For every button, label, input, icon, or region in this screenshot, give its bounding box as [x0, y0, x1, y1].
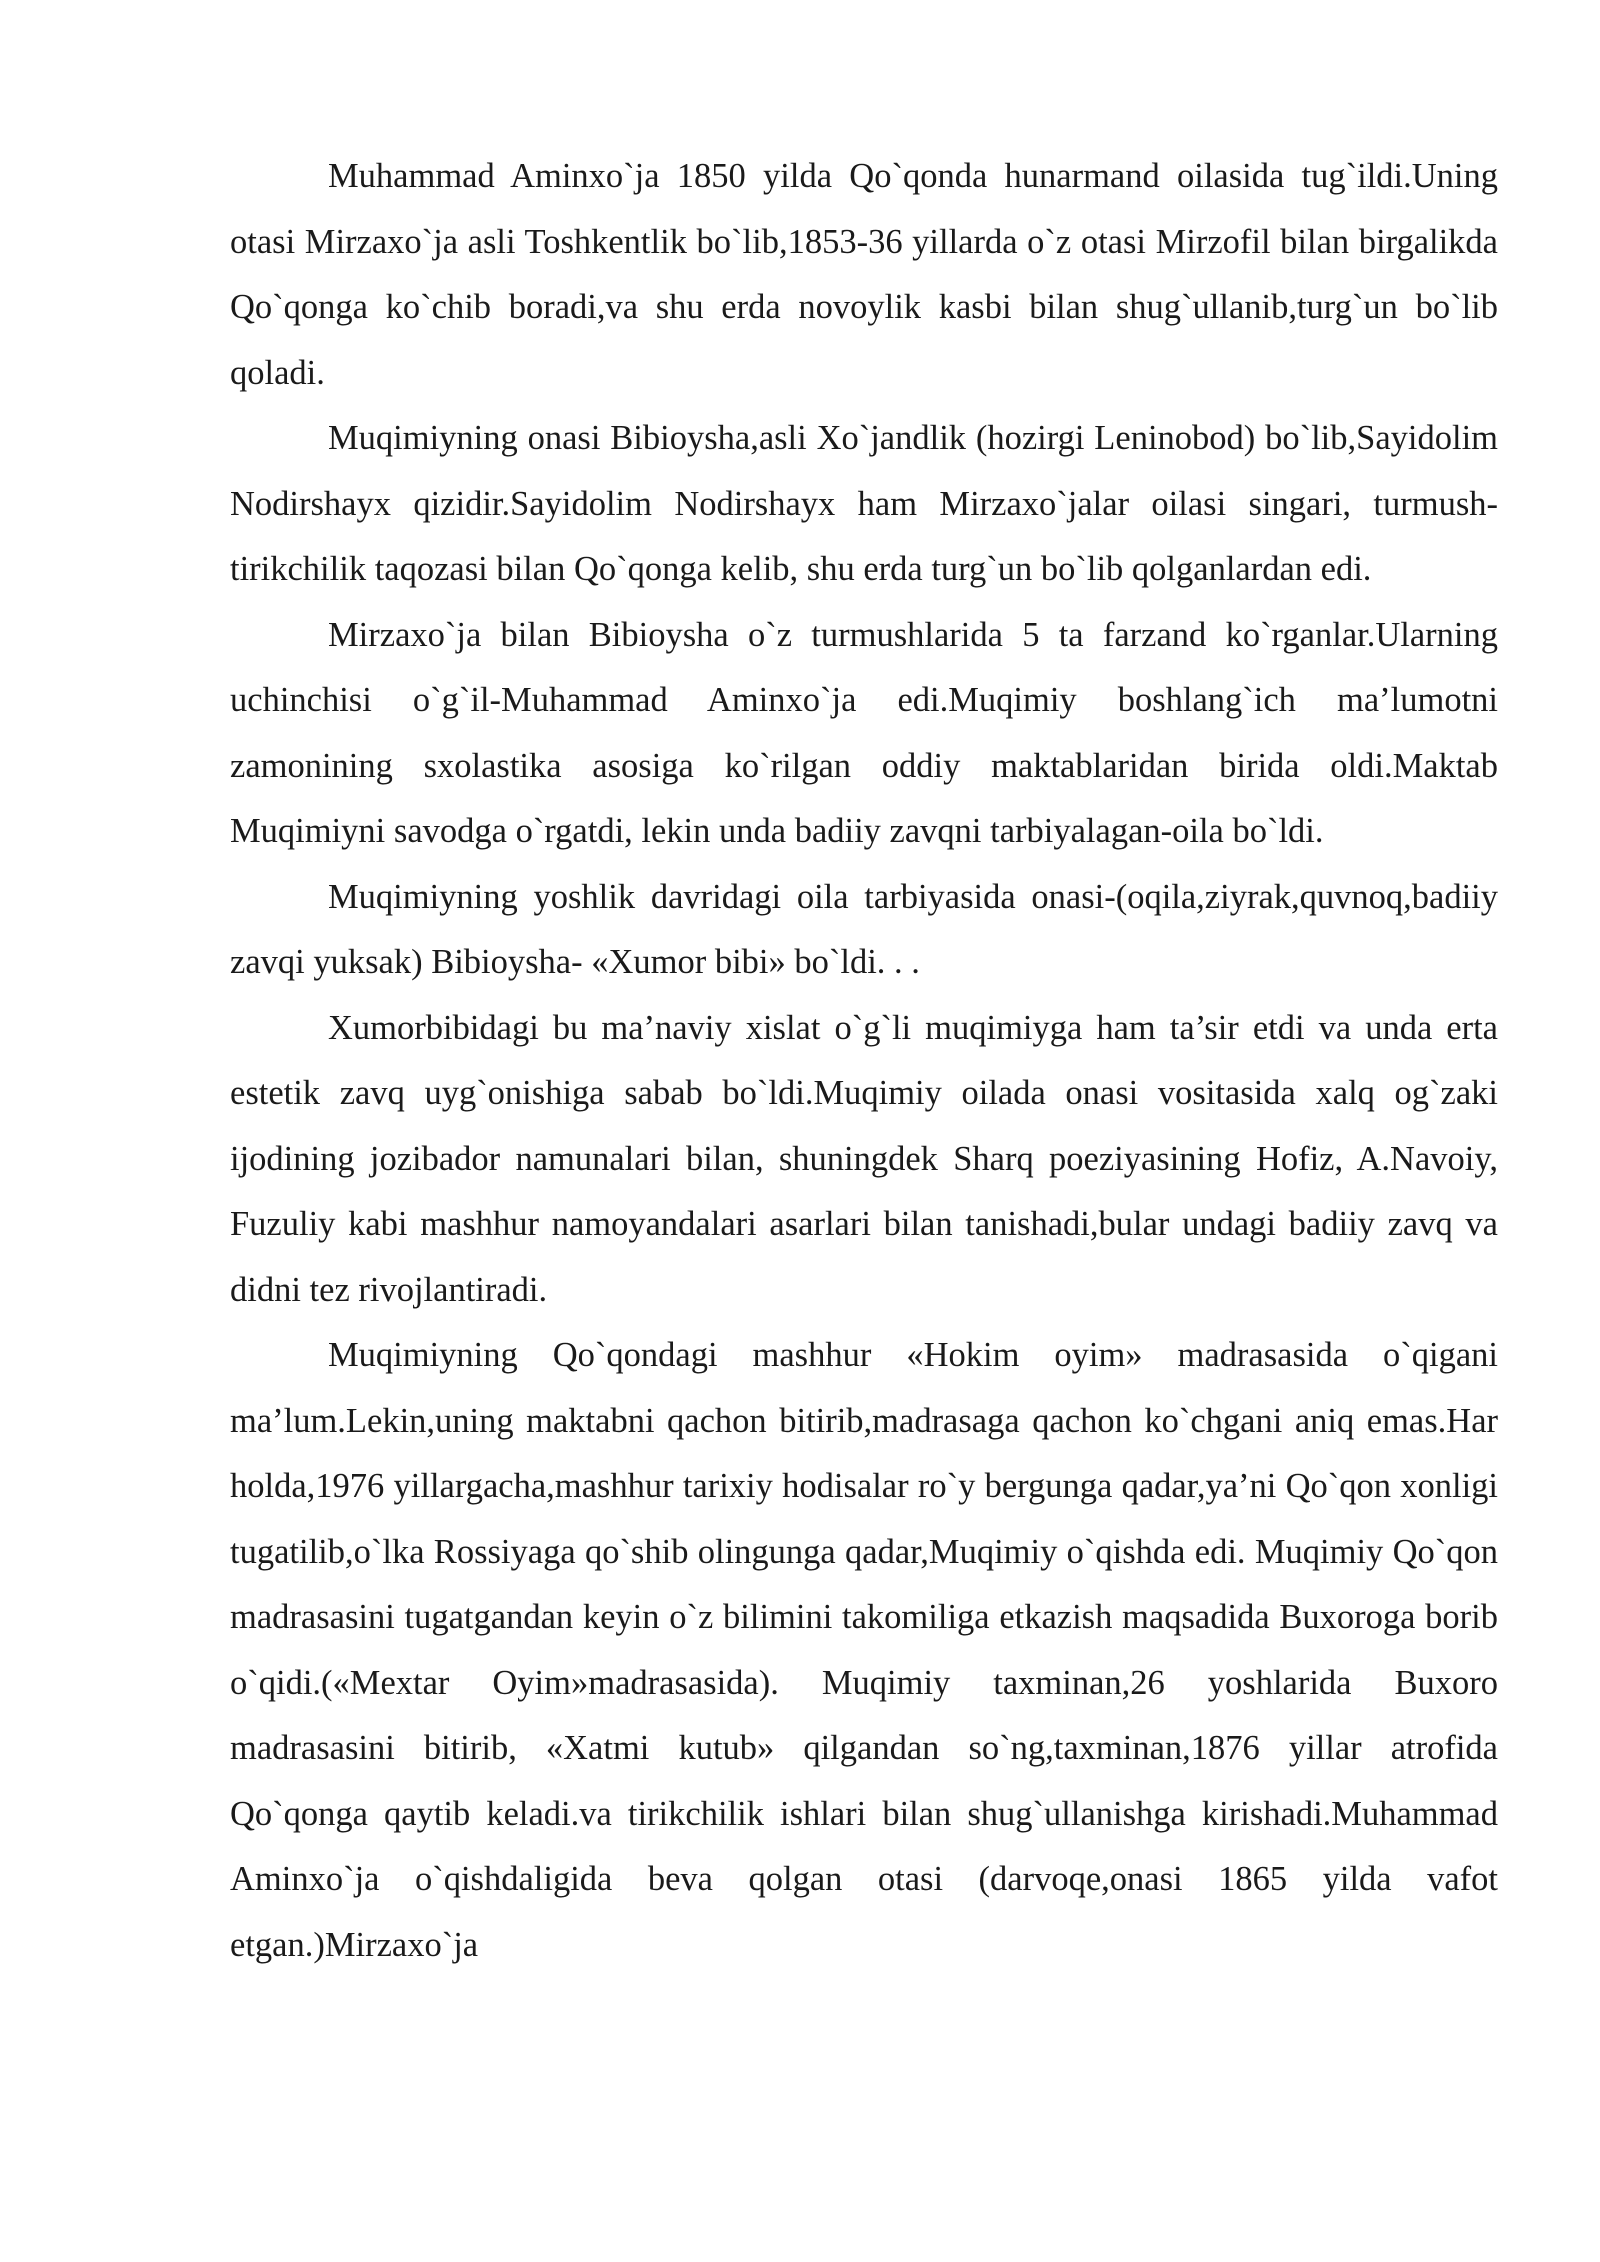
document-body — [230, 144, 1498, 1978]
paragraph-children: Mirzaxo`ja bilan Bibioysha o`z turmushlarida 5 ta farzand ko`rganlar.Ularning uchinchisi o`g`il-Muhammad Aminxo`ja edi.Muqimiy boshlang`ich ma’lumotni zamonining sxolastika asosiga ko`rilgan oddiy maktablaridan birida oldi.Maktab Muqimiyni savodga o`rgatdi, lekin unda badiiy zavqni tarbiyalagan-oila bo`ldi. — [230, 615, 1498, 850]
paragraph-influence: Xumorbibidagi bu ma’naviy xislat o`g`li muqimiyga ham ta’sir etdi va unda erta estetik zavq uyg`onishiga sabab bo`ldi.Muqimiy oilada onasi vositasida xalq og`zaki ijodining jozibador namunalari bilan, shuningdek Sharq poeziyasining Hofiz, A.Navoiy, Fuzuliy kabi mashhur namoyandalari asarlari bilan tanishadi,bular undagi badiiy zavq va didni tez rivojlantiradi. — [230, 1008, 1498, 1309]
paragraph-mother: Muqimiyning onasi Bibioysha,asli Xo`jandlik (hozirgi Leninobod) bo`lib,Sayidolim Nodirshayx qizidir.Sayidolim Nodirshayx ham Mirzaxo`jalar oilasi singari, turmush-tirikchilik taqozasi bilan Qo`qonga kelib, shu erda turg`un bo`lib qolganlardan edi. — [230, 419, 1498, 588]
paragraph-education: Muqimiyning Qo`qondagi mashhur «Hokim oyim» madrasasida o`qigani ma’lum.Lekin,uning maktabni qachon bitirib,madrasaga qachon ko`chgani aniq emas.Har holda,1976 yillargacha,mashhur tarixiy hodisalar ro`y bergunga qadar,ya’ni Qo`qon xonligi tugatilib,o`lka Rossiyaga qo`shib olingunga qadar,Muqimiy o`qishda edi. Muqimiy Qo`qon madrasasini tugatgandan keyin o`z bilimini takomiliga etkazish maqsadida Buxoroga borib o`qidi.(«Mextar Oyim»madrasasida). Muqimiy taxminan,26 yoshlarida Buxoro madrasasini bitirib, «Xatmi kutub» qilgandan so`ng,taxminan,1876 yillar atrofida Qo`qonga qaytib keladi.va tirikchilik ishlari bilan shug`ullanishga kirishadi.Muhammad Aminxo`ja o`qishdaligida beva qolgan otasi (darvoqe,onasi 1865 yilda vafot etgan.)Mirzaxo`ja — [230, 1336, 1498, 1964]
paragraph-birth: Muhammad Aminxo`ja 1850 yilda Qo`qonda hunarmand oilasida tug`ildi.Uning otasi Mirzaxo`ja asli Toshkentlik bo`lib,1853-36 yillarda o`z otasi Mirzofil bilan birgalikda Qo`qonga ko`chib boradi,va shu erda novoylik kasbi bilan shug`ullanib,turg`un bo`lib qoladi. — [230, 157, 1498, 392]
paragraph-upbringing: Muqimiyning yoshlik davridagi oila tarbiyasida onasi-(oqila,ziyrak,quvnoq,badiiy zavqi yuksak) Bibioysha- «Xumor bibi» bo`ldi. . . — [230, 877, 1498, 981]
